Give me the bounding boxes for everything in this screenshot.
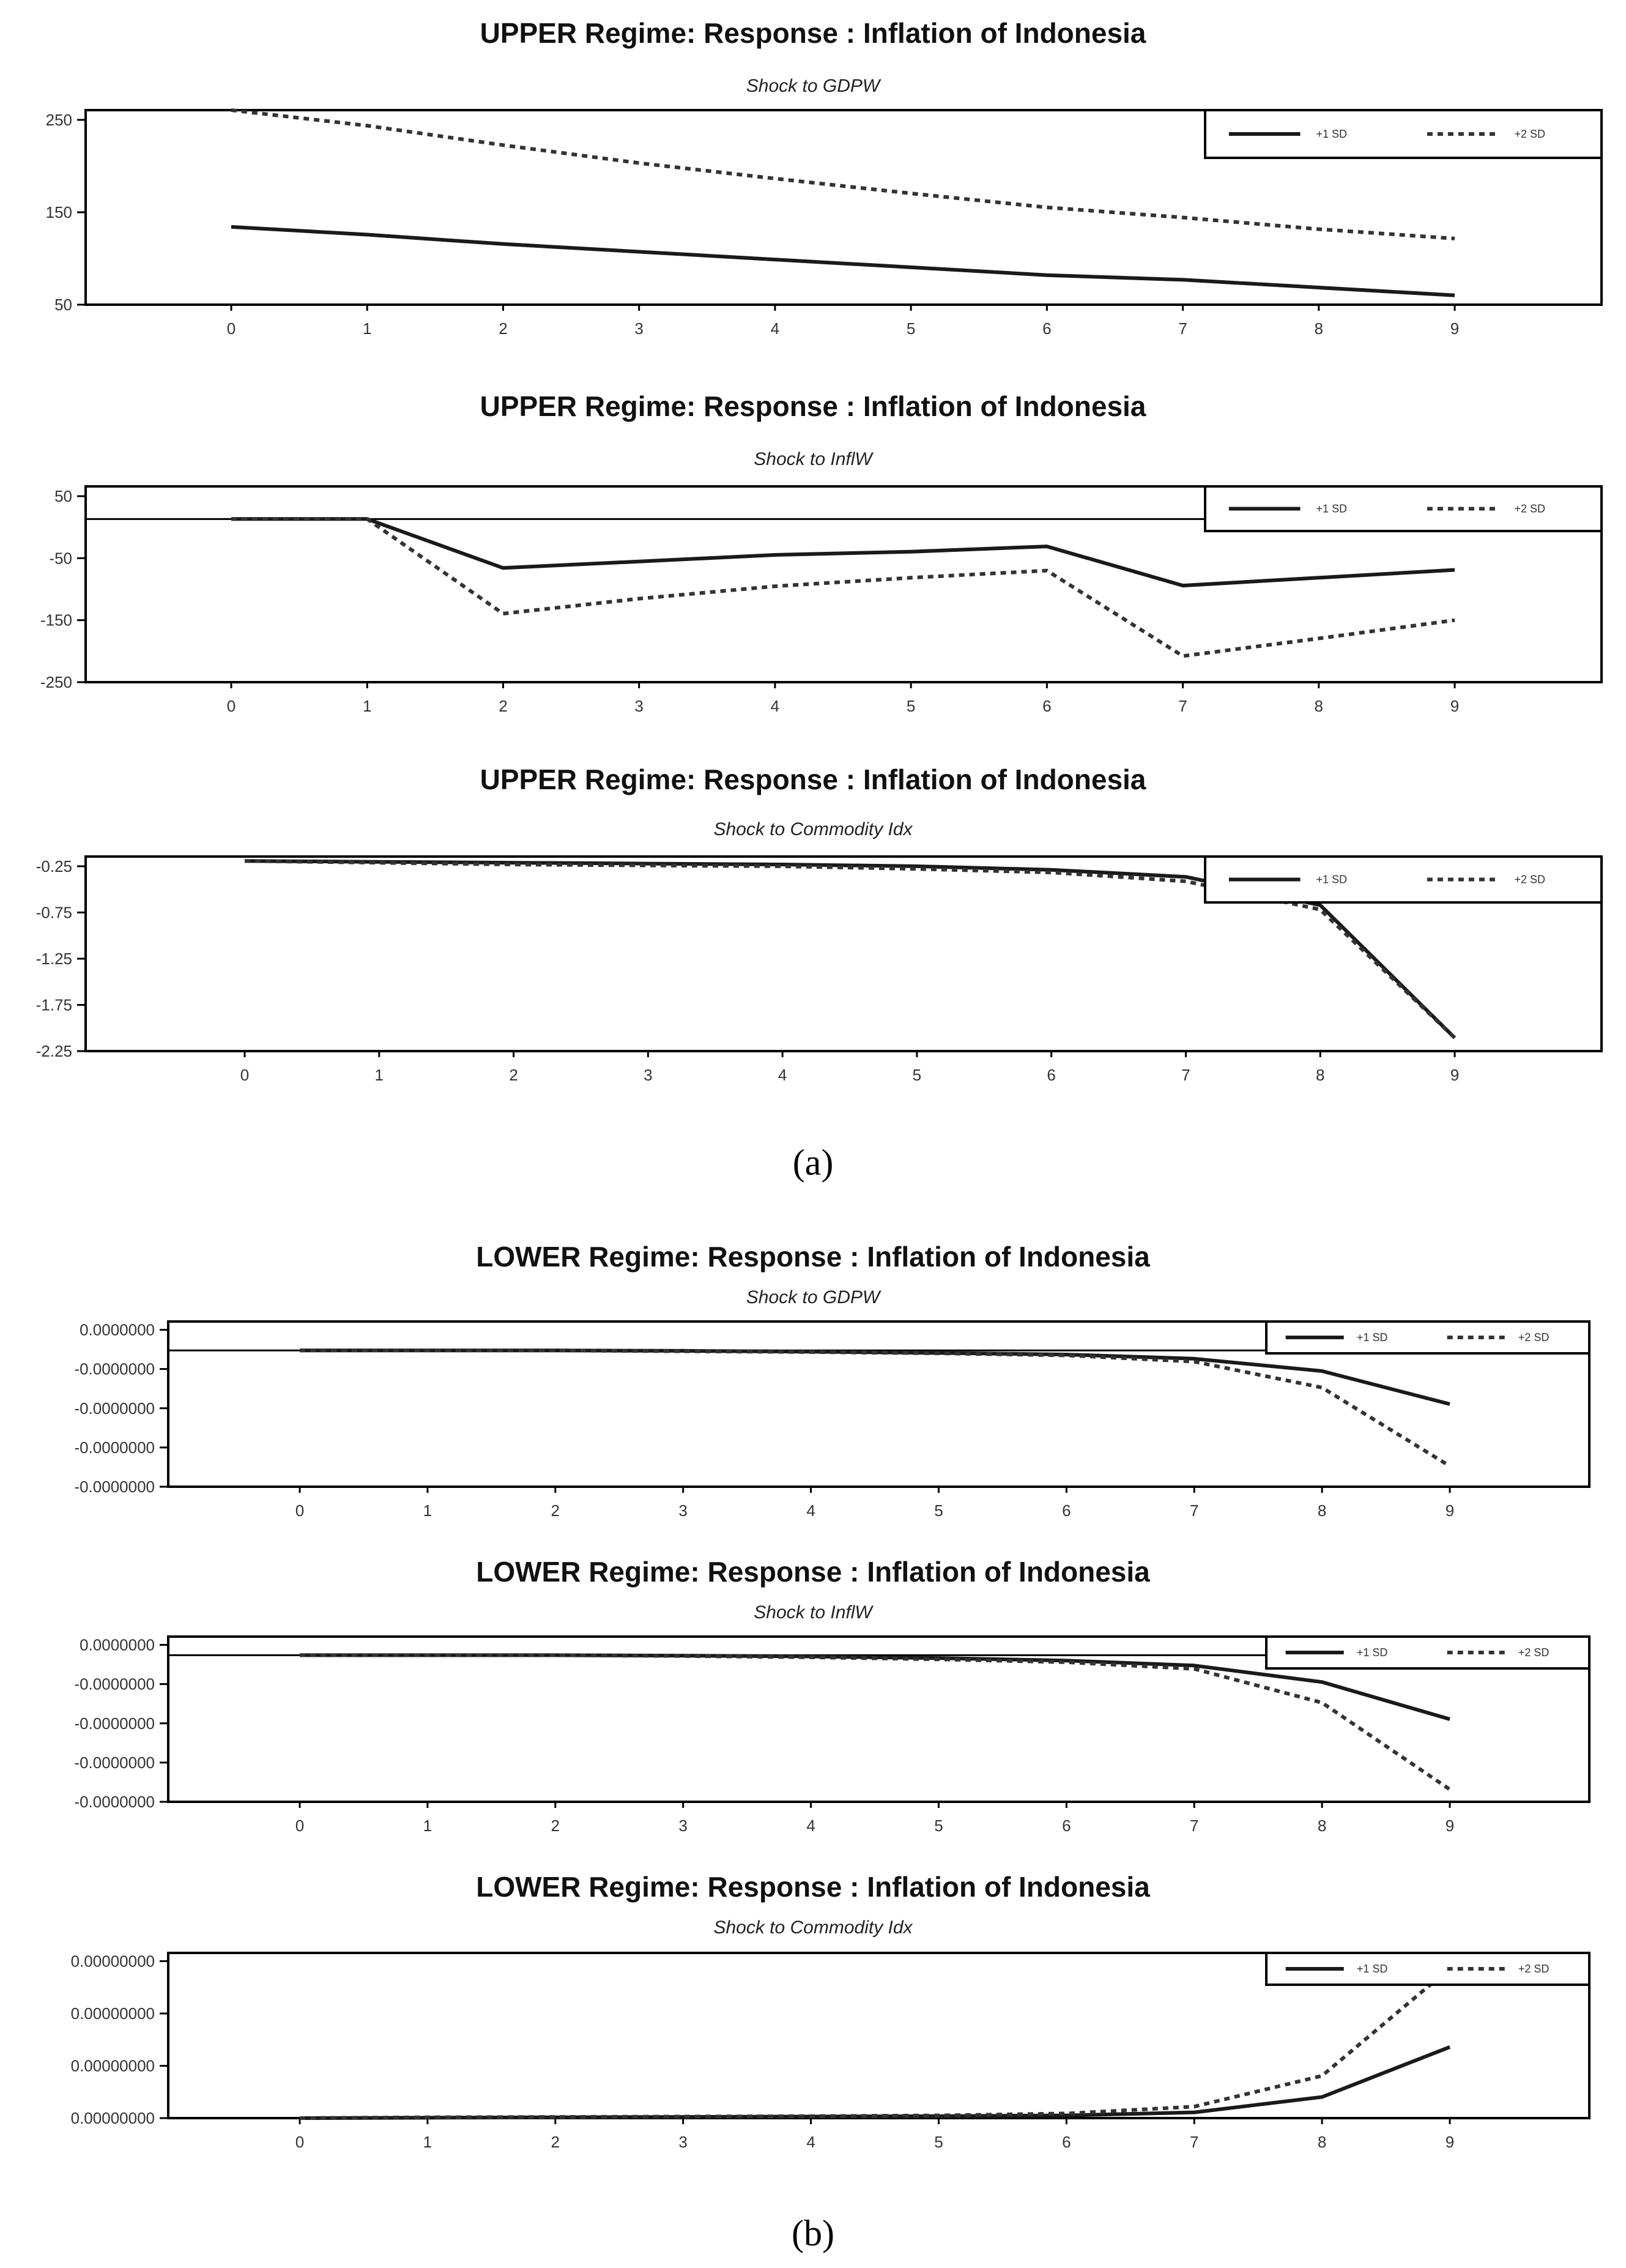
chart-2-xtick-label: 4 [770, 697, 780, 715]
chart-4-xtick-label: 0 [295, 1501, 305, 1520]
chart-6-xtick-label: 8 [1317, 2133, 1327, 2151]
chart-1-ytick-label: 150 [45, 203, 72, 221]
chart-2-ytick-label: -50 [49, 549, 72, 568]
chart-4-subtitle: Shock to GDPW [746, 1287, 880, 1307]
chart-3-ytick-label: -1.75 [35, 995, 72, 1014]
chart-4-xtick-label: 5 [934, 1501, 943, 1520]
chart-1-xtick-label: 3 [634, 319, 644, 338]
chart-2-legend-label: +1 SD [1316, 502, 1347, 515]
chart-4-xtick-label: 2 [551, 1501, 560, 1520]
chart-6-title: LOWER Regime: Response : Inflation of Indonesia [476, 1871, 1150, 1903]
chart-1-legend [1205, 110, 1602, 158]
chart-3-title: UPPER Regime: Response : Inflation of Indonesia [480, 764, 1146, 795]
chart-2-xtick-label: 3 [634, 697, 644, 715]
chart-2-xtick-label: 8 [1314, 697, 1324, 715]
chart-1-xtick-label: 2 [499, 319, 508, 338]
chart-6-legend [1266, 1953, 1589, 1985]
chart-3-xtick-label: 2 [509, 1066, 518, 1084]
chart-4-xtick-label: 7 [1189, 1501, 1199, 1520]
chart-3-xtick-label: 4 [778, 1066, 787, 1084]
chart-1-series-plus1sd [231, 227, 1455, 296]
chart-1-xtick-label: 9 [1450, 319, 1460, 338]
chart-2-xtick-label: 1 [362, 697, 372, 715]
chart-6-legend-label: +2 SD [1518, 1963, 1550, 1975]
chart-1-xtick-label: 0 [226, 319, 236, 338]
chart-5-xtick-label: 4 [806, 1816, 815, 1835]
chart-1-xtick-label: 6 [1042, 319, 1052, 338]
chart-5-xtick-label: 0 [295, 1816, 305, 1835]
chart-6-series-plus2sd [300, 1968, 1450, 2118]
chart-3-xtick-label: 6 [1047, 1066, 1056, 1084]
chart-4-xtick-label: 8 [1317, 1501, 1327, 1520]
chart-3-xtick-label: 7 [1181, 1066, 1190, 1084]
chart-2-legend [1205, 486, 1602, 531]
chart-6-xtick-label: 7 [1189, 2133, 1199, 2151]
chart-1-legend-label: +2 SD [1514, 128, 1545, 140]
chart-1-subtitle: Shock to GDPW [746, 76, 880, 96]
chart-2-xtick-label: 6 [1042, 697, 1052, 715]
chart-5-xtick-label: 3 [678, 1816, 688, 1835]
chart-6-ytick-label: 0.00000000 [70, 2056, 155, 2075]
chart-1-xtick-label: 7 [1178, 319, 1187, 338]
chart-3-legend-label: +2 SD [1514, 873, 1545, 886]
chart-6-xtick-label: 4 [806, 2133, 815, 2151]
chart-4-legend-label: +1 SD [1356, 1331, 1388, 1344]
chart-3-xtick-label: 0 [240, 1066, 250, 1084]
chart-5-xtick-label: 8 [1317, 1816, 1327, 1835]
chart-4-ytick-label: -0.0000000 [74, 1399, 155, 1418]
chart-2-xtick-label: 2 [499, 697, 508, 715]
chart-5-xtick-label: 1 [423, 1816, 432, 1835]
chart-4-xtick-label: 3 [678, 1501, 688, 1520]
chart-2-legend-label: +2 SD [1514, 502, 1545, 515]
chart-5-legend-label: +1 SD [1356, 1646, 1388, 1659]
chart-3-legend [1205, 857, 1602, 902]
chart-panel-2 [40, 390, 1602, 715]
chart-5-title: LOWER Regime: Response : Inflation of Indonesia [476, 1556, 1150, 1588]
chart-2-ytick-label: -250 [40, 673, 72, 691]
chart-2-xtick-label: 0 [226, 697, 236, 715]
chart-3-xtick-label: 8 [1315, 1066, 1325, 1084]
chart-6-subtitle: Shock to Commodity Idx [713, 1917, 913, 1938]
chart-1-legend-label: +1 SD [1316, 128, 1347, 140]
chart-2-ytick-label: -150 [40, 611, 72, 630]
chart-panel-1 [46, 17, 1602, 338]
chart-3-xtick-label: 9 [1450, 1066, 1460, 1084]
chart-6-ytick-label: 0.00000000 [70, 2109, 155, 2127]
chart-3-subtitle: Shock to Commodity Idx [713, 819, 913, 839]
chart-5-xtick-label: 6 [1062, 1816, 1071, 1835]
chart-2-subtitle: Shock to InflW [754, 449, 872, 469]
chart-2-xtick-label: 9 [1450, 697, 1460, 715]
chart-4-ytick-label: -0.0000000 [74, 1478, 155, 1496]
chart-6-legend-label: +1 SD [1356, 1963, 1388, 1975]
chart-3-xtick-label: 1 [374, 1066, 384, 1084]
chart-1-xtick-label: 4 [770, 319, 780, 338]
chart-3-ytick-label: -0.75 [35, 903, 72, 922]
chart-5-xtick-label: 7 [1189, 1816, 1199, 1835]
chart-5-xtick-label: 9 [1445, 1816, 1455, 1835]
chart-panel-5 [74, 1556, 1589, 1835]
chart-5-legend-label: +2 SD [1518, 1646, 1550, 1659]
chart-5-ytick-label: -0.0000000 [74, 1793, 155, 1811]
caption-b: (b) [792, 2213, 834, 2253]
chart-6-ytick-label: 0.00000000 [70, 1952, 155, 1971]
chart-6-xtick-label: 1 [423, 2133, 432, 2151]
chart-5-ytick-label: -0.0000000 [74, 1714, 155, 1733]
chart-3-ytick-label: -0.25 [35, 857, 72, 876]
chart-1-xtick-label: 8 [1314, 319, 1324, 338]
chart-5-xtick-label: 2 [551, 1816, 560, 1835]
chart-5-ytick-label: 0.0000000 [80, 1635, 155, 1654]
chart-2-xtick-label: 5 [906, 697, 916, 715]
chart-1-xtick-label: 5 [906, 319, 916, 338]
chart-1-ytick-label: 250 [45, 110, 72, 129]
chart-1-title: UPPER Regime: Response : Inflation of Indonesia [480, 17, 1146, 49]
chart-4-ytick-label: 0.0000000 [80, 1320, 155, 1339]
chart-5-ytick-label: -0.0000000 [74, 1753, 155, 1772]
chart-panel-4 [74, 1241, 1589, 1520]
chart-6-series-plus1sd [300, 2047, 1450, 2118]
chart-4-ytick-label: -0.0000000 [74, 1438, 155, 1457]
chart-3-legend-label: +1 SD [1316, 873, 1347, 886]
chart-4-xtick-label: 4 [806, 1501, 815, 1520]
chart-5-subtitle: Shock to InflW [754, 1602, 872, 1623]
chart-4-xtick-label: 6 [1062, 1501, 1071, 1520]
chart-2-series-plus2sd [231, 519, 1455, 656]
chart-2-xtick-label: 7 [1178, 697, 1187, 715]
chart-6-ytick-label: 0.00000000 [70, 2004, 155, 2023]
chart-6-xtick-label: 5 [934, 2133, 943, 2151]
chart-6-xtick-label: 3 [678, 2133, 688, 2151]
chart-4-xtick-label: 1 [423, 1501, 432, 1520]
chart-4-ytick-label: -0.0000000 [74, 1359, 155, 1378]
chart-4-title: LOWER Regime: Response : Inflation of Indonesia [476, 1241, 1150, 1273]
chart-4-legend-label: +2 SD [1518, 1331, 1550, 1344]
chart-3-xtick-label: 3 [644, 1066, 653, 1084]
chart-6-xtick-label: 9 [1445, 2133, 1455, 2151]
chart-5-legend [1266, 1637, 1589, 1668]
chart-6-xtick-label: 0 [295, 2133, 305, 2151]
chart-2-title: UPPER Regime: Response : Inflation of Indonesia [480, 390, 1146, 422]
chart-4-legend [1266, 1322, 1589, 1353]
caption-a: (a) [792, 1142, 834, 1183]
chart-3-ytick-label: -2.25 [35, 1042, 72, 1060]
chart-panel-6 [71, 1871, 1589, 2151]
chart-6-xtick-label: 2 [551, 2133, 560, 2151]
chart-1-ytick-label: 50 [54, 296, 72, 314]
chart-panel-3 [36, 764, 1602, 1084]
chart-3-xtick-label: 5 [912, 1066, 922, 1084]
chart-4-xtick-label: 9 [1445, 1501, 1455, 1520]
chart-1-xtick-label: 1 [362, 319, 372, 338]
chart-5-xtick-label: 5 [934, 1816, 943, 1835]
chart-2-ytick-label: 50 [54, 487, 72, 505]
chart-5-ytick-label: -0.0000000 [74, 1675, 155, 1694]
chart-3-ytick-label: -1.25 [35, 949, 72, 968]
chart-6-xtick-label: 6 [1062, 2133, 1071, 2151]
